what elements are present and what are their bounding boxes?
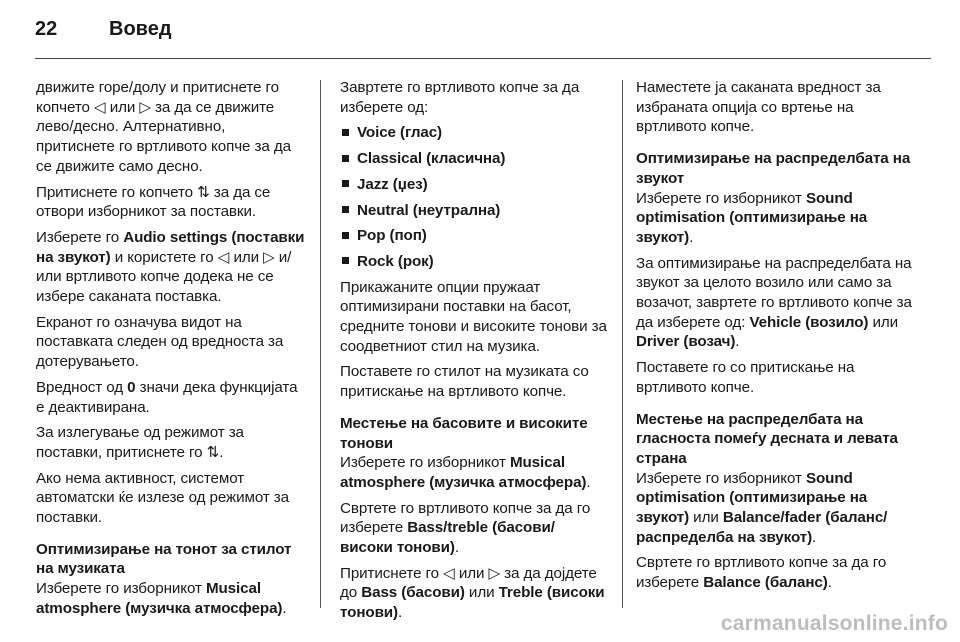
option-name: Balance (баланс) <box>703 574 828 592</box>
menu-name: Sound optimisation (оптимизирање на звукот) <box>636 189 868 246</box>
paragraph: Свртете го вртливото копче за да го изберете Bass/treble (басови/ високи тонови). <box>340 499 591 557</box>
menu-name: Sound optimisation (оптимизирање на звукот) <box>636 469 868 527</box>
page-title: Вовед <box>109 18 172 40</box>
value-zero: 0 <box>127 378 136 396</box>
column-2 <box>340 78 610 629</box>
paragraph: Притиснете го ◁ или ▷ за да дојдете до Bass (басови) или Treble (високи тонови). <box>340 564 605 622</box>
paragraph: Екранот го означува видот на поставката следен од вредноста за дотерувањето. <box>36 313 284 371</box>
list-item: Classical (класична) <box>340 149 610 169</box>
paragraph: движите горе/долу и притиснете го копчето ◁ или ▷ за да се движите лево/десно. Алтернативно, притиснете го вртливото копче за да се движите само десно. <box>36 79 291 175</box>
menu-name: Audio settings (поставки на звукот) <box>36 228 305 266</box>
section-heading: Местење на распределбата на гласноста помеѓу десната и левата страна <box>636 410 898 467</box>
paragraph: Изберете го изборникот Musical atmosphere (музичка атмосфера). <box>340 454 591 491</box>
paragraph: Вредност од 0 значи дека функцијата е деактивирана. <box>36 378 298 416</box>
watermark: carmanualsonline.info <box>720 612 948 635</box>
menu-name: Bass/treble (басови/ високи тонови) <box>340 519 555 557</box>
menu-name: Musical atmosphere (музичка атмосфера) <box>340 454 587 491</box>
paragraph: Изберете го Audio settings (поставки на звукот) и користете го ◁ или ▷ и/или вртливото копче додека не се избере саканата поставка. <box>36 228 305 306</box>
menu-name: Musical atmosphere (музичка атмосфера) <box>36 580 283 617</box>
paragraph: Прикажаните опции пружаат оптимизирани поставки на басот, средните тонови и високите тонови за соодветниот стил на музика. <box>340 278 607 355</box>
section-heading: Местење на басовите и високите тонови <box>340 414 588 452</box>
column-divider-1 <box>320 80 321 608</box>
paragraph: Изберете го изборникот Sound optimisation (оптимизирање на звукот). <box>636 189 868 246</box>
bullet-square-icon <box>342 206 349 213</box>
bullet-square-icon <box>342 155 349 162</box>
column-3 <box>636 78 912 599</box>
bullet-square-icon <box>342 180 349 187</box>
page-number: 22 <box>35 18 58 40</box>
paragraph: Свртете го вртливото копче за да го изберете Balance (баланс). <box>636 554 887 592</box>
paragraph: Изберете го изборникот Sound optimisation (оптимизирање на звукот) или Balance/fader (баланс/ распределба на звукот). <box>636 469 888 546</box>
music-style-list <box>340 123 610 271</box>
menu-name: Balance/fader (баланс/ распределба на звукот) <box>636 509 888 546</box>
list-item: Pop (поп) <box>340 226 610 246</box>
paragraph: Притиснете го копчето ⇅ за да се отвори изборникот за поставки. <box>36 183 271 221</box>
bullet-square-icon <box>342 232 349 239</box>
bullet-square-icon <box>342 257 349 264</box>
section-heading: Оптимизирање на распределбата на звукот <box>636 150 911 187</box>
list-item: Neutral (неутрална) <box>340 201 610 221</box>
paragraph: Наместете ја саканата вредност за избраната опција со вртење на вртливото копче. <box>636 79 881 136</box>
option-name: Bass (басови) <box>361 584 465 602</box>
list-item: Rock (рок) <box>340 252 610 272</box>
option-name: Driver (возач) <box>636 333 736 351</box>
paragraph: Поставете го со притискање на вртливото копче. <box>636 359 855 396</box>
bullet-square-icon <box>342 129 349 136</box>
column-divider-2 <box>622 80 623 608</box>
paragraph: Ако нема активност, системот автоматски ќе излезе од режимот за поставки. <box>36 469 290 527</box>
paragraph: Изберете го изборникот Musical atmosphere (музичка атмосфера). <box>36 580 287 617</box>
column-1 <box>36 78 306 625</box>
paragraph: За оптимизирање на распределбата на звукот за целото возило или само за возачот, завртете го вртливото копче за да изберете од: Vehicle (возило) или Driver (возач). <box>636 254 912 351</box>
paragraph: За излегување од режимот за поставки, притиснете го ⇅. <box>36 424 244 461</box>
paragraph: Завртете го вртливото копче за да изберете од: <box>340 79 580 116</box>
list-item: Voice (глас) <box>340 123 610 143</box>
list-item: Jazz (џез) <box>340 175 610 195</box>
paragraph: Поставете го стилот на музиката со притискање на вртливото копче. <box>340 363 589 401</box>
header-rule <box>35 58 931 59</box>
section-heading: Оптимизирање на тонот за стилот на музиката <box>36 540 292 578</box>
page-header <box>35 18 172 41</box>
option-name: Treble (високи тонови) <box>340 584 605 622</box>
option-name: Vehicle (возило) <box>749 313 869 331</box>
